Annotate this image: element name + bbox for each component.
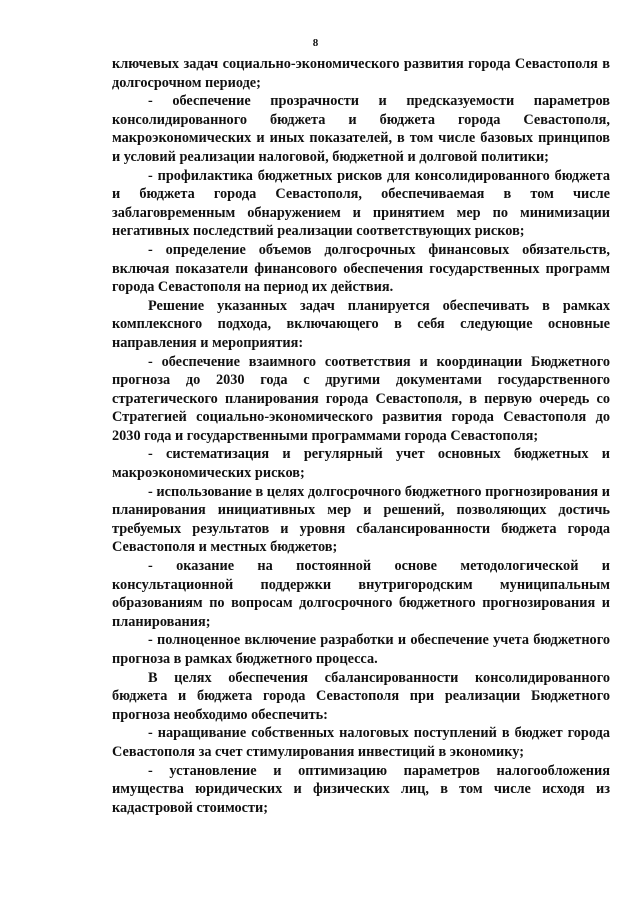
list-item-property-tax: - установление и оптимизацию параметров налогообложения имущества юридических и физических лиц, в том числе исходя из кадастровой стоимости; — [112, 762, 610, 816]
list-item-budget-process: - полноценное включение разработки и обеспечение учета бюджетного прогноза в рамках бюджетного процесса. — [112, 632, 610, 667]
list-item-obligations: - определение объемов долгосрочных финансовых обязательств, включая показатели финансового обеспечения государственных программ города Севастополя на период их действия. — [112, 241, 610, 296]
page-number: 8 — [312, 37, 319, 49]
document-body — [112, 55, 610, 817]
list-item-tax-revenue: - наращивание собственных налоговых поступлений в бюджет города Севастополя за счет стимулирования инвестиций в экономику; — [112, 725, 610, 760]
paragraph-solution: Решение указанных задач планируется обеспечивать в рамках комплексного подхода, включающего в себя следующие основные направления и мероприятия: — [112, 297, 610, 351]
paragraph-continuation: ключевых задач социально-экономического развития города Севастополя в долгосрочном периоде; — [112, 56, 610, 91]
list-item-transparency: - обеспечение прозрачности и предсказуемости параметров консолидированного бюджета и бюджета города Севастополя, макроэкономических и иных показателей, в том числе базовых принципов и условий реализации налоговой, бюджетной и долговой политики; — [112, 93, 610, 165]
list-item-methodological-support: - оказание на постоянной основе методологической и консультационной поддержки внутригородским муниципальным образованиям по вопросам долгосрочного бюджетного прогнозирования и планирования; — [112, 558, 610, 630]
list-item-coordination: - обеспечение взаимного соответствия и координации Бюджетного прогноза до 2030 года с другими документами государственного стратегического планирования города Севастополя, в первую очередь со Стратегией социально-экономического развития города Севастополя до 2030 года и государственными программами города Севастополя; — [112, 353, 610, 444]
list-item-risk-prevention: - профилактика бюджетных рисков для консолидированного бюджета и бюджета города Севастополя, обеспечиваемая в том числе заблаговременным обнаружением и принятием мер по минимизации негативных последствий реализации соответствующих рисков; — [112, 167, 610, 240]
paragraph-balance: В целях обеспечения сбалансированности консолидированного бюджета и бюджета города Севастополя при реализации Бюджетного прогноза необходимо обеспечить: — [112, 669, 610, 723]
list-item-initiatives: - использование в целях долгосрочного бюджетного прогнозирования и планирования инициативных мер и решений, позволяющих достичь требуемых результатов и уровня сбалансированности бюджета города Севастополя и местных бюджетов; — [112, 483, 610, 556]
list-item-risk-systematization: - систематизация и регулярный учет основных бюджетных и макроэкономических рисков; — [112, 446, 610, 482]
